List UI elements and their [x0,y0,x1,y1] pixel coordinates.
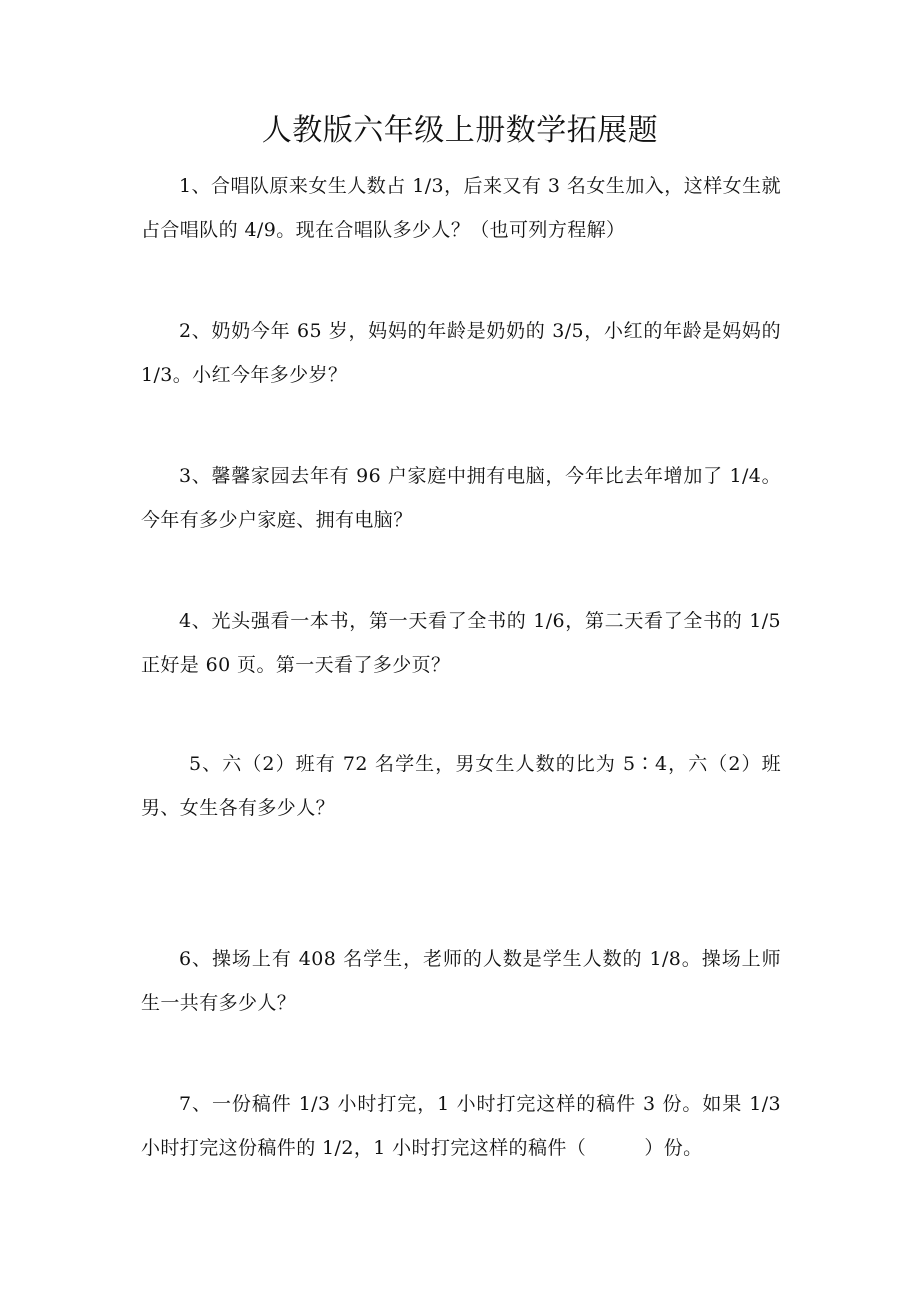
question-5: 5、六（2）班有 72 名学生，男女生人数的比为 5∶4，六（2）班男、女生各有多少人？ [141,753,781,819]
question-3: 3、馨馨家园去年有 96 户家庭中拥有电脑，今年比去年增加了 1/4。今年有多少户家庭、拥有电脑？ [141,465,781,531]
question-7: 7、一份稿件 1/3 小时打完，1 小时打完这样的稿件 3 份。如果 1/3 小时打完这份稿件的 1/2，1 小时打完这样的稿件（ ）份。 [141,1093,781,1159]
question-4: 4、光头强看一本书，第一天看了全书的 1/6，第二天看了全书的 1/5 正好是 60 页。第一天看了多少页？ [141,610,781,676]
question-2: 2、奶奶今年 65 岁，妈妈的年龄是奶奶的 3/5，小红的年龄是妈妈的 1/3。小红今年多少岁？ [141,320,781,386]
question-6: 6、操场上有 408 名学生，老师的人数是学生人数的 1/8。操场上师生一共有多少人？ [141,948,781,1014]
page-title: 人教版六年级上册数学拓展题 [261,113,659,148]
question-1: 1、合唱队原来女生人数占 1/3，后来又有 3 名女生加入，这样女生就占合唱队的 4/9。现在合唱队多少人？（也可列方程解） [141,175,781,241]
